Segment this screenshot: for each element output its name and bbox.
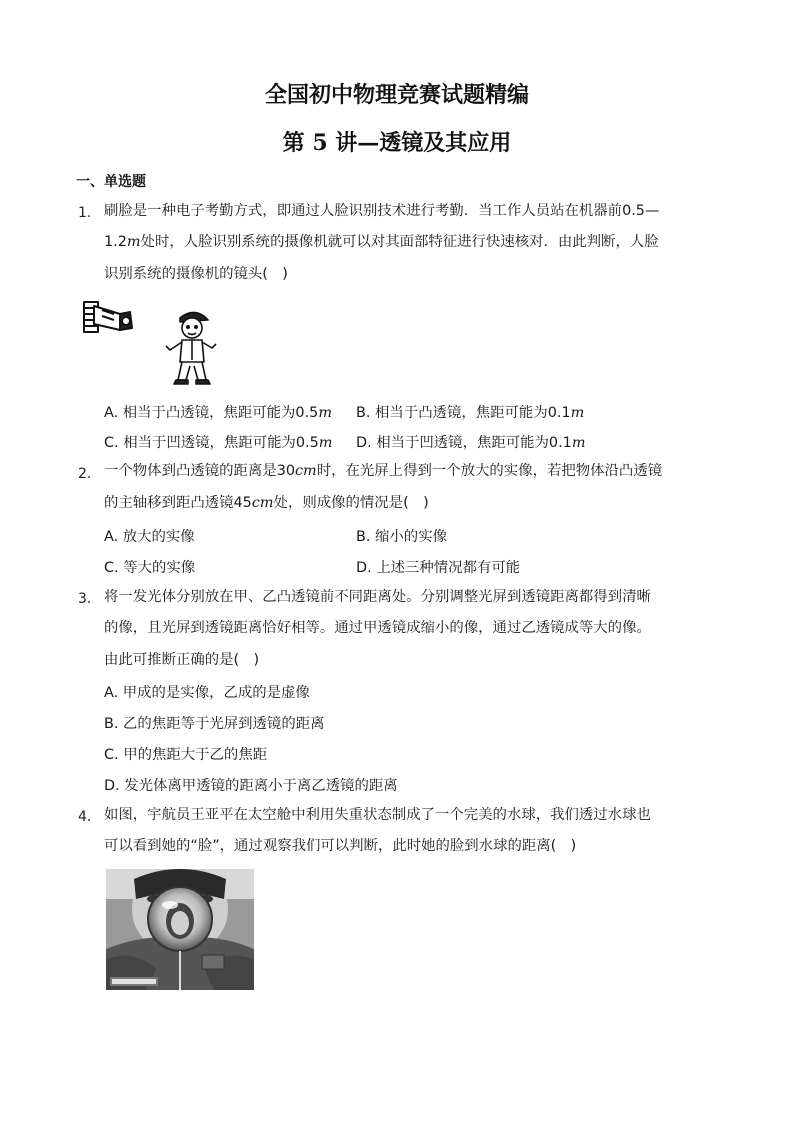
astronaut-water-ball-photo [106, 869, 254, 990]
option-b[interactable]: B. 缩小的实像 [356, 529, 447, 545]
question-number: 3. [78, 591, 92, 607]
camera-icon [80, 296, 136, 342]
question-text: 如图，宇航员王亚平在太空舱中利用失重状态制成了一个完美的水球，我们透过水球也 [104, 807, 651, 823]
question-text: 的主轴移到距凸透镜45cm处，则成像的情况是( ) [104, 495, 429, 511]
option-a[interactable]: A. 相当于凸透镜，焦距可能为0.5m [104, 405, 332, 421]
question-text: 将一发光体分别放在甲、乙凸透镜前不同距离处。分别调整光屏到透镜距离都得到清晰 [104, 589, 651, 605]
option-d[interactable]: D. 相当于凹透镜，焦距可能为0.1m [356, 435, 586, 451]
question-number: 4. [78, 809, 92, 825]
option-d[interactable]: D. 上述三种情况都有可能 [356, 560, 521, 576]
section-heading: 一、单选题 [76, 174, 146, 190]
question-number: 1. [78, 205, 92, 221]
question-text: 识别系统的摄像机的镜头( ) [104, 266, 288, 282]
option-a[interactable]: A. 放大的实像 [104, 529, 195, 545]
page-title: 全国初中物理竞赛试题精编 [264, 82, 529, 108]
option-d[interactable]: D. 发光体离甲透镜的距离小于离乙透镜的距离 [104, 778, 398, 794]
question-text: 1.2m处时，人脸识别系统的摄像机就可以对其面部特征进行快速核对．由此判断，人脸 [104, 234, 659, 250]
question-text: 由此可推断正确的是( ) [104, 652, 260, 668]
option-c[interactable]: C. 相当于凹透镜，焦距可能为0.5m [104, 435, 333, 451]
question-number: 2. [78, 466, 92, 482]
question-text: 的像，且光屏到透镜距离恰好相等。通过甲透镜成缩小的像，通过乙透镜成等大的像。 [104, 620, 651, 636]
person-icon [164, 308, 220, 386]
option-b[interactable]: B. 乙的焦距等于光屏到透镜的距离 [104, 716, 325, 732]
question-text: 一个物体到凸透镜的距离是30cm时，在光屏上得到一个放大的实像，若把物体沿凸透镜 [104, 463, 663, 479]
question-text: 刷脸是一种电子考勤方式，即通过人脸识别技术进行考勤．当工作人员站在机器前0.5— [104, 203, 660, 219]
option-c[interactable]: C. 甲的焦距大于乙的焦距 [104, 747, 268, 763]
option-a[interactable]: A. 甲成的是实像，乙成的是虚像 [104, 685, 310, 701]
option-b[interactable]: B. 相当于凸透镜，焦距可能为0.1m [356, 405, 585, 421]
option-c[interactable]: C. 等大的实像 [104, 560, 196, 576]
question-text: 可以看到她的“脸”，通过观察我们可以判断，此时她的脸到水球的距离( ) [104, 838, 577, 854]
page-subtitle: 第 5 讲—透镜及其应用 [282, 130, 512, 156]
